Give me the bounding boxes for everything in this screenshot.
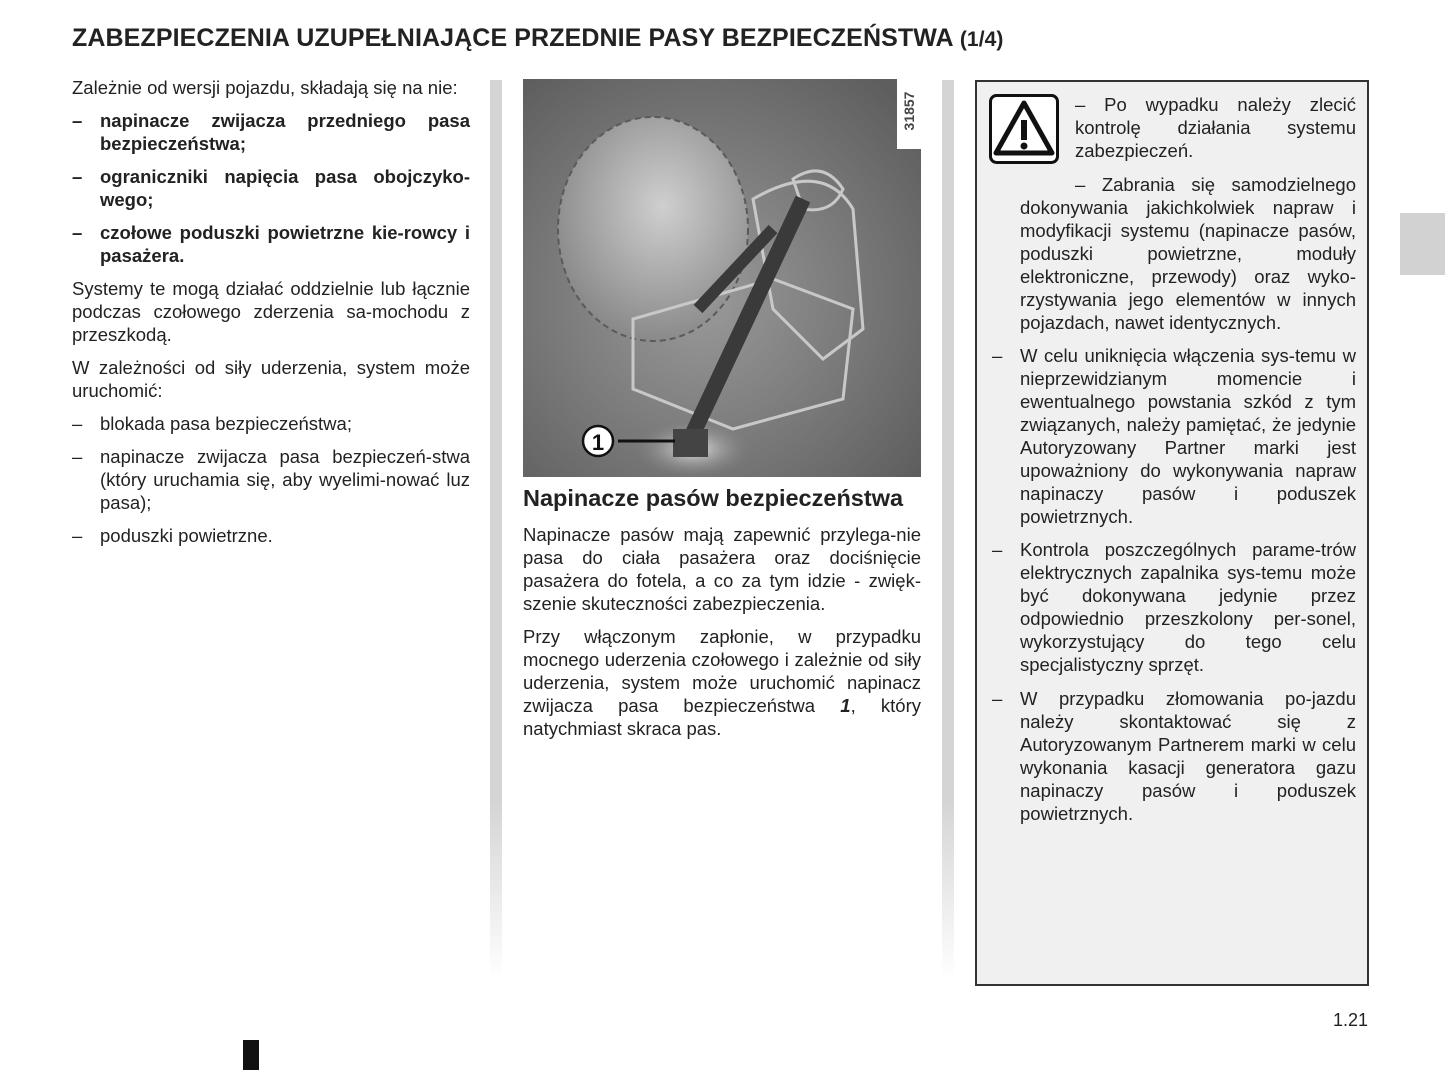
warning-item-2: – Zabrania się samodzielnego dokonywania jakichkolwiek napraw i modyfikacji systemu (napinacze pasów, poduszki powietrzne, moduły elektroniczne, przewody) oraz wyko-rzystywania jego elementów w innych pojazdach, nawet identycznych.	[1020, 174, 1356, 333]
title-part: (1/4)	[959, 28, 1004, 51]
impact-paragraph: W zależności od siły uderzenia, system może uruchomić:	[72, 357, 470, 401]
page-number: 1.21	[1333, 1010, 1369, 1030]
ignition-paragraph	[523, 625, 921, 740]
systems-paragraph: Systemy te mogą działać oddzielnie lub łącznie podczas czołowego zderzenia sa-mochodu z przeszkodą.	[72, 278, 470, 345]
dash: –	[72, 110, 83, 131]
dash: –	[992, 688, 1003, 709]
figure-id-tab	[897, 79, 921, 149]
component-text: czołowe poduszki powietrzne kie-rowcy i pasażera.	[100, 222, 470, 266]
section-thumb-tab	[1400, 213, 1445, 275]
action-text: napinacze zwijacza pasa bezpieczeń-stwa (który uruchamia się, aby wyelimi-nować luz pasa);	[100, 446, 470, 513]
component-item	[72, 221, 470, 267]
dash: –	[72, 222, 83, 243]
left-column	[72, 76, 470, 557]
middle-column	[523, 484, 921, 750]
dash: –	[72, 166, 83, 187]
dash: –	[72, 413, 83, 434]
page-title	[72, 24, 1004, 53]
column-divider	[942, 80, 954, 980]
print-mark	[243, 1040, 259, 1070]
warning-item-3-text: W celu uniknięcia włączenia sys-temu w nieprzewidzianym momencie i ewentualnego powstania szkód z tym związanych, należy pamiętać, że jedynie Autoryzowany Partner marki jest upoważniony do wykonywania napraw napinaczy pasów i poduszek powietrznych.	[1020, 345, 1356, 527]
component-text: ograniczniki napięcia pasa obojczyko-wego;	[100, 166, 470, 210]
seat-illustration	[523, 79, 921, 477]
column-divider	[490, 80, 502, 980]
ignition-text-end: , który natychmiast skraca pas.	[523, 695, 921, 739]
warning-item-5-text: W przypadku złomowania po-jazdu należy skontaktować się z Autoryzowanym Partnerem marki w celu wykonania kasacji generatora gazu napinaczy pasów i poduszek powietrznych.	[1020, 688, 1356, 824]
ignition-text: Przy włączonym zapłonie, w przypadku mocnego uderzenia czołowego i zależnie od siły uderzenia, system może uruchomić napinacz zwijacza pasa bezpieczeństwa	[523, 626, 921, 716]
warning-item-5	[992, 687, 1356, 825]
warning-item-3	[992, 344, 1356, 528]
callout-1-label: 1	[591, 430, 605, 455]
component-item	[72, 109, 470, 155]
dash: –	[992, 345, 1003, 366]
intro-paragraph: Zależnie od wersji pojazdu, składają się na nie:	[72, 77, 458, 98]
dash: –	[72, 525, 83, 546]
component-item	[72, 165, 470, 211]
warning-item-1: – Po wypadku należy zlecić kontrolę działania systemu zabezpieczeń.	[1075, 94, 1356, 161]
action-item	[72, 524, 470, 547]
seat-airbag-drawing	[523, 79, 921, 477]
action-item	[72, 445, 470, 514]
warning-item-4-text: Kontrola poszczególnych parame-trów elektrycznych zapalnika sys-temu może być dokonywana jedynie przez odpowiednio przeszkolony per-sonel, wykorzystujący do tego celu specjalistyczny sprzęt.	[1020, 539, 1356, 675]
action-text: blokada pasa bezpieczeństwa;	[100, 413, 352, 434]
figure-id: 31857	[901, 91, 917, 131]
title-text: ZABEZPIECZENIA UZUPEŁNIAJĄCE PRZEDNIE PASY BEZPIECZEŃSTWA	[72, 24, 953, 52]
action-text: poduszki powietrzne.	[100, 525, 273, 546]
warning-icon	[989, 94, 1059, 164]
component-text: napinacze zwijacza przedniego pasa bezpieczeństwa;	[100, 110, 470, 154]
section-heading: Napinacze pasów bezpieczeństwa	[523, 485, 904, 511]
warning-item-4	[992, 538, 1356, 676]
reference-1: 1	[840, 695, 851, 716]
pretensioner-paragraph: Napinacze pasów mają zapewnić przylega-nie pasa do ciała pasażera oraz dociśnięcie pasażera do fotela, a co za tym idzie - zwięk-szenie skuteczności zabezpieczenia.	[523, 524, 921, 614]
action-item	[72, 412, 470, 435]
dash: –	[72, 446, 83, 467]
dash: –	[992, 539, 1003, 560]
